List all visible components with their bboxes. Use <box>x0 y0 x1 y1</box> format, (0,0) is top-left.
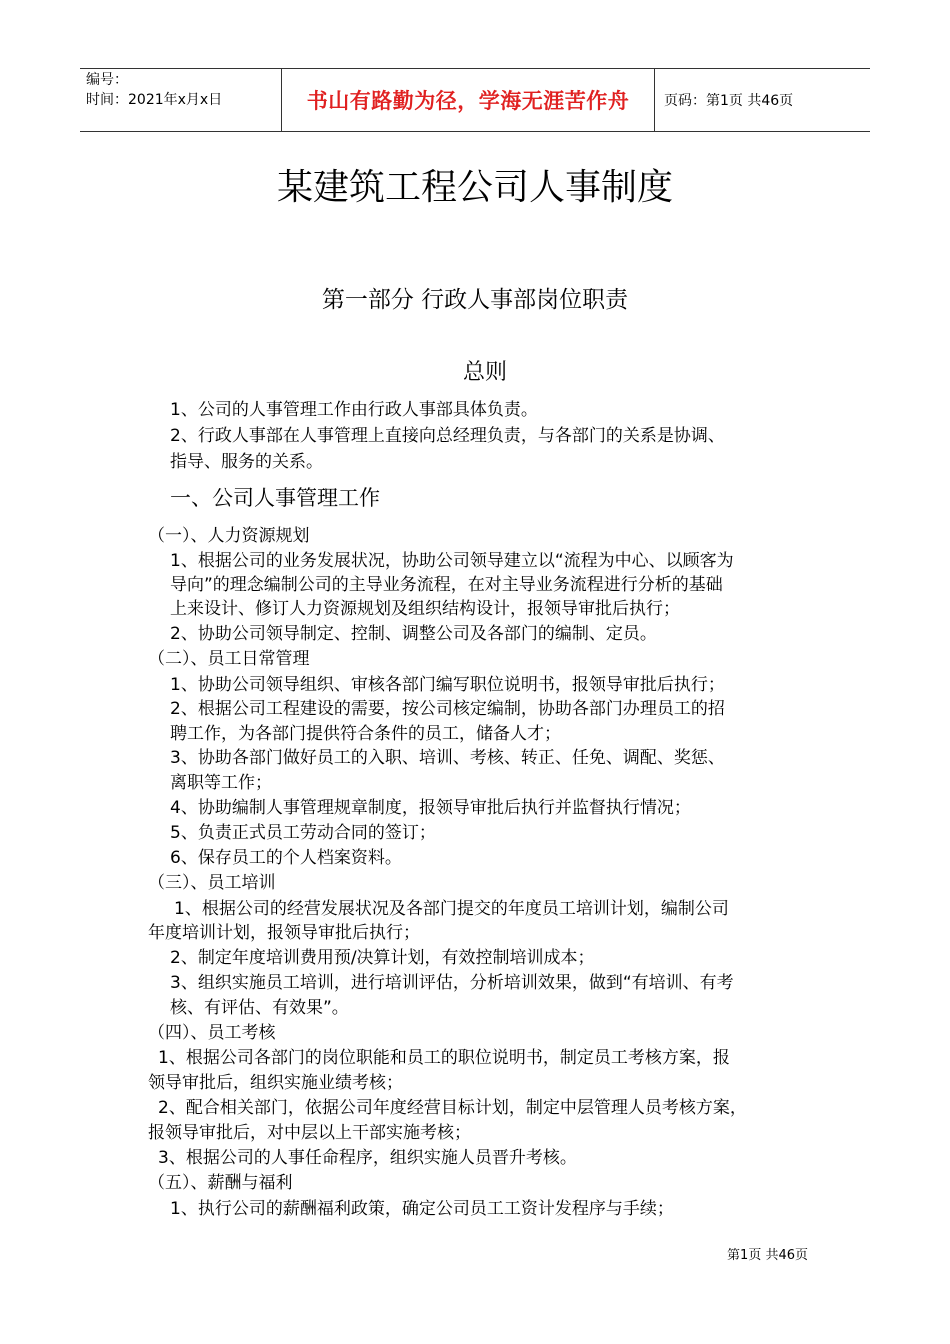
paragraph-line: 1、根据公司的业务发展状况，协助公司领导建立以“流程为中心、以顾客为 <box>170 551 734 571</box>
paragraph-line: 上来设计、修订人力资源规划及组织结构设计，报领导审批后执行； <box>170 599 680 619</box>
paragraph-line: 1、根据公司各部门的岗位职能和员工的职位说明书，制定员工考核方案，报 <box>158 1048 730 1068</box>
paragraph-line: 2、根据公司工程建设的需要，按公司核定编制，协助各部门办理员工的招 <box>170 699 725 719</box>
paragraph-line: 3、协助各部门做好员工的入职、培训、考核、转正、任免、调配、奖惩、 <box>170 748 725 768</box>
general-item: 2、行政人事部在人事管理上直接向总经理负责，与各部门的关系是协调、 <box>170 426 725 446</box>
paragraph-line: 年度培训计划，报领导审批后执行； <box>148 923 420 943</box>
header-right-cell <box>654 69 870 131</box>
paragraph-line: 1、执行公司的薪酬福利政策，确定公司员工工资计发程序与手续； <box>170 1199 674 1219</box>
paragraph-line: 领导审批后，组织实施业绩考核； <box>148 1073 403 1093</box>
paragraph-line: 报领导审批后，对中层以上干部实施考核； <box>148 1123 471 1143</box>
paragraph-line: 2、制定年度培训费用预/决算计划，有效控制培训成本； <box>170 948 595 968</box>
subsection-heading: （四）、员工考核 <box>148 1023 276 1043</box>
section-title: 一、公司人事管理工作 <box>170 486 380 510</box>
part-title: 第一部分 行政人事部岗位职责 <box>321 287 629 313</box>
paragraph-line: 1、根据公司的经营发展状况及各部门提交的年度员工培训计划，编制公司 <box>174 899 729 919</box>
paragraph-line: 4、协助编制人事管理规章制度，报领导审批后执行并监督执行情况； <box>170 798 691 818</box>
paragraph-line: 2、协助公司领导制定、控制、调整公司及各部门的编制、定员。 <box>170 624 657 644</box>
header-left-cell <box>80 69 281 131</box>
paragraph-line: 离职等工作； <box>170 773 272 793</box>
page-header <box>80 68 870 132</box>
paragraph-line: 导向”的理念编制公司的主导业务流程，在对主导业务流程进行分析的基础 <box>170 575 723 595</box>
paragraph-line: 5、负责正式员工劳动合同的签订； <box>170 823 436 843</box>
general-item: 1、公司的人事管理工作由行政人事部具体负责。 <box>170 400 538 420</box>
paragraph-line: 聘工作，为各部门提供符合条件的员工，储备人才； <box>170 724 561 744</box>
time-label: 时间：2021年x月x日 <box>86 92 223 108</box>
subsection-heading: （二）、员工日常管理 <box>148 649 310 669</box>
motto-text: 书山有路勤为径，学海无涯苦作舟 <box>306 89 630 113</box>
header-page-info: 页码：第1页 共46页 <box>664 93 794 109</box>
general-title: 总则 <box>462 360 507 385</box>
number-label: 编号： <box>86 72 128 88</box>
footer-page-number: 第1页 共46页 <box>727 1248 808 1263</box>
document-title: 某建筑工程公司人事制度 <box>276 167 673 208</box>
subsection-heading: （五）、薪酬与福利 <box>148 1173 293 1193</box>
paragraph-line: 核、有评估、有效果”。 <box>170 998 349 1018</box>
header-middle-cell <box>281 69 655 131</box>
subsection-heading: （一）、人力资源规划 <box>148 526 310 546</box>
paragraph-line: 1、协助公司领导组织、审核各部门编写职位说明书，报领导审批后执行； <box>170 675 725 695</box>
paragraph-line: 6、保存员工的个人档案资料。 <box>170 848 402 868</box>
paragraph-line: 3、组织实施员工培训，进行培训评估，分析培训效果，做到“有培训、有考 <box>170 973 734 993</box>
subsection-heading: （三）、员工培训 <box>148 873 276 893</box>
general-item: 指导、服务的关系。 <box>170 452 323 472</box>
paragraph-line: 2、配合相关部门，依据公司年度经营目标计划，制定中层管理人员考核方案， <box>158 1098 747 1118</box>
paragraph-line: 3、根据公司的人事任命程序，组织实施人员晋升考核。 <box>158 1148 577 1168</box>
